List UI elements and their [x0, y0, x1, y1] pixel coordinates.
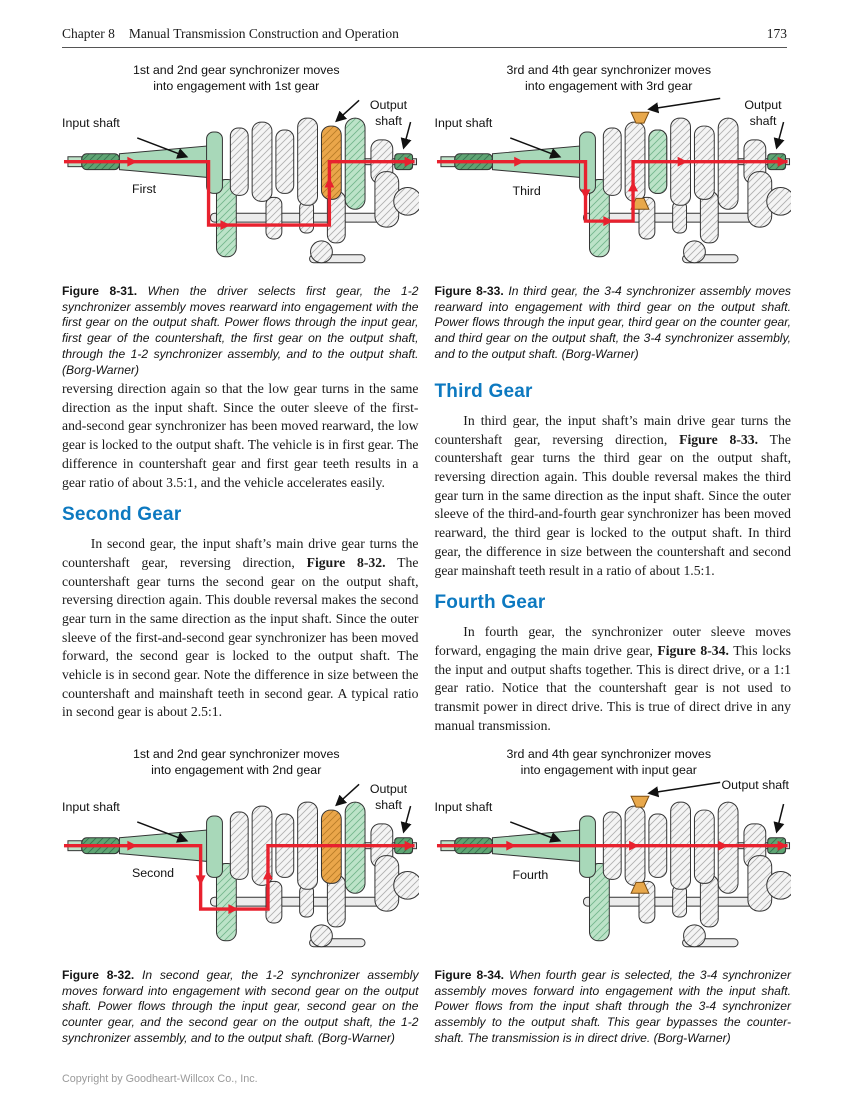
figure-8-32-caption: Figure 8-32. In second gear, the 1-2 synchronizer assembly moves forward into engagement with second gear on the output shaft. Power flows through the input gear, second gear on the counter gear, and the second gear on the output shaft, the 1-2 synchronizer assembly, and to the output shaft. (Borg-Warner) — [62, 968, 419, 1045]
figure-8-34-diagram — [435, 744, 792, 958]
figure-8-33-diagram — [435, 60, 792, 274]
gear-name-label: Third — [512, 184, 541, 198]
gear-name-label: Fourth — [512, 868, 549, 882]
callout-line1: 1st and 2nd gear synchronizer moves — [132, 747, 340, 761]
input-shaft-label: Input shaft — [434, 116, 493, 130]
third-gear-paragraph: In third gear, the input shaft’s main drive gear turns the countershaft gear, reversing direction, Figure 8-33. The countershaft gear turns the third gear on the output shaft, reversing direction again. This double reversal makes the third gear turn in the same direction as the input shaft. Since the outer sleeve of the third-and-fourth gear synchronizer has been moved rearward, the third gear is locked to the output shaft. In third gear, the difference in size between the countershaft and second gear mainshaft teeth result in a ratio of about 1.5:1. — [434, 412, 791, 578]
figure-8-32-diagram — [62, 744, 419, 958]
figure-8-34-caption: Figure 8-34. When fourth gear is selected, the 3-4 synchronizer assembly moves forward into engagement with the input shaft. Power flows from the input shaft through the 3-4 synchronizer assembly to the output shaft. This gear bypasses the counter-shaft. The transmission is in direct drive. (Borg-Warner) — [434, 968, 791, 1045]
synchronizer-callout-label — [62, 60, 419, 94]
figure-number: Figure 8-32. — [62, 968, 135, 982]
copyright-notice: Copyright by Goodheart-Willcox Co., Inc. — [62, 1073, 258, 1085]
left-text-column — [62, 380, 419, 744]
first-gear-paragraph-continuation: reversing direction again so that the low gear turns in the same direction as the input shaft. Since the outer sleeve of the first-and-second gear synchronizer has been moved rearward, the low gear is locked to the output shaft. The vehicle is in first gear. The difference in countershaft gear and first gear teeth results in a gear ratio of about 3.5:1, and the vehicle accelerates easily. — [62, 381, 419, 490]
page-content — [0, 48, 849, 1047]
chapter-title — [62, 26, 413, 42]
page-number: 173 — [766, 26, 787, 41]
gear-name-label: Second — [132, 866, 175, 880]
second-gear-heading: Second Gear — [62, 504, 182, 526]
figure-8-33-reference: Figure 8-33. — [679, 431, 759, 447]
figure-8-31-caption: Figure 8-31. When the driver selects first gear, the 1-2 synchronizer assembly moves rearward into engagement with the first gear on the output shaft. Power flows through the input gear, first gear of the countershaft, the first gear on the output shaft, through the 1-2 synchronizer assembly, and to the output shaft. (Borg-Warner) — [62, 284, 419, 377]
synchronizer-callout-label — [435, 60, 792, 94]
output-shaft-label: Output shaft — [721, 778, 789, 792]
chapter-name: Manual Transmission Construction and Operation — [128, 26, 399, 41]
page-header — [62, 26, 787, 48]
synchronizer-callout-label — [435, 744, 792, 778]
figure-8-31-diagram — [62, 60, 419, 274]
figure-8-33-caption: Figure 8-33. In third gear, the 3-4 synchronizer assembly moves rearward into engagement with third gear on the output shaft. Power flows through the input gear, third gear on the counter gear, and third gear on the output shaft, the 3-4 synchronizer assembly, and to the output shaft. (Borg-Warner) — [434, 284, 791, 361]
output-shaft-label: Output shaft — [744, 98, 782, 128]
right-text-column — [435, 380, 792, 744]
callout-line2: into engagement with 2nd gear — [151, 763, 322, 778]
callout-line1: 3rd and 4th gear synchronizer moves — [506, 63, 712, 77]
third-gear-heading: Third Gear — [434, 381, 533, 402]
figure-number: Figure 8-31. — [62, 284, 138, 298]
callout-line2: into engagement with input gear — [520, 763, 697, 778]
figure-number: Figure 8-34. — [434, 968, 505, 982]
figure-8-32-reference: Figure 8-32. — [306, 554, 386, 570]
callout-line2: into engagement with 1st gear — [153, 79, 320, 94]
figure-8-34-reference: Figure 8-34. — [657, 642, 729, 658]
output-shaft-label: Output shaft — [369, 782, 408, 812]
input-shaft-label: Input shaft — [62, 116, 120, 130]
callout-line1: 3rd and 4th gear synchronizer moves — [506, 747, 712, 761]
callout-line1: 1st and 2nd gear synchronizer moves — [132, 63, 340, 77]
fourth-gear-heading: Fourth Gear — [434, 592, 546, 614]
fourth-gear-paragraph: In fourth gear, the synchronizer outer sleeve moves forward, engaging the main drive gear, Figure 8-34. This locks the input and output shafts together. This is direct drive, or a 1:1 gear ratio. Notice that the countershaft gear is not used to transmit power in direct drive. This is true of direct drive in any manual transmission. — [434, 624, 791, 733]
chapter-number: Chapter 8 — [62, 26, 115, 41]
gear-name-label: First — [132, 182, 157, 196]
second-gear-paragraph: In second gear, the input shaft’s main drive gear turns the countershaft gear, reversing direction, Figure 8-32. The countershaft gear turns the second gear on the output shaft, reversing direction again. This double reversal makes the second gear turn in the same direction as the input shaft. Since the outer sleeve of the first-and-second gear synchronizer has been moved forward, the second gear is locked to the output shaft. The vehicle is in second gear. Note the difference in size between the countershaft and mainshaft teeth in second gear. A typical ratio in second gear is about 2.5:1. — [62, 536, 419, 720]
output-shaft-label: Output shaft — [369, 98, 408, 128]
callout-line2: into engagement with 3rd gear — [525, 79, 693, 94]
input-shaft-label: Input shaft — [62, 800, 120, 814]
figure-number: Figure 8-33. — [434, 284, 504, 298]
synchronizer-callout-label — [62, 744, 419, 778]
input-shaft-label: Input shaft — [434, 800, 493, 814]
